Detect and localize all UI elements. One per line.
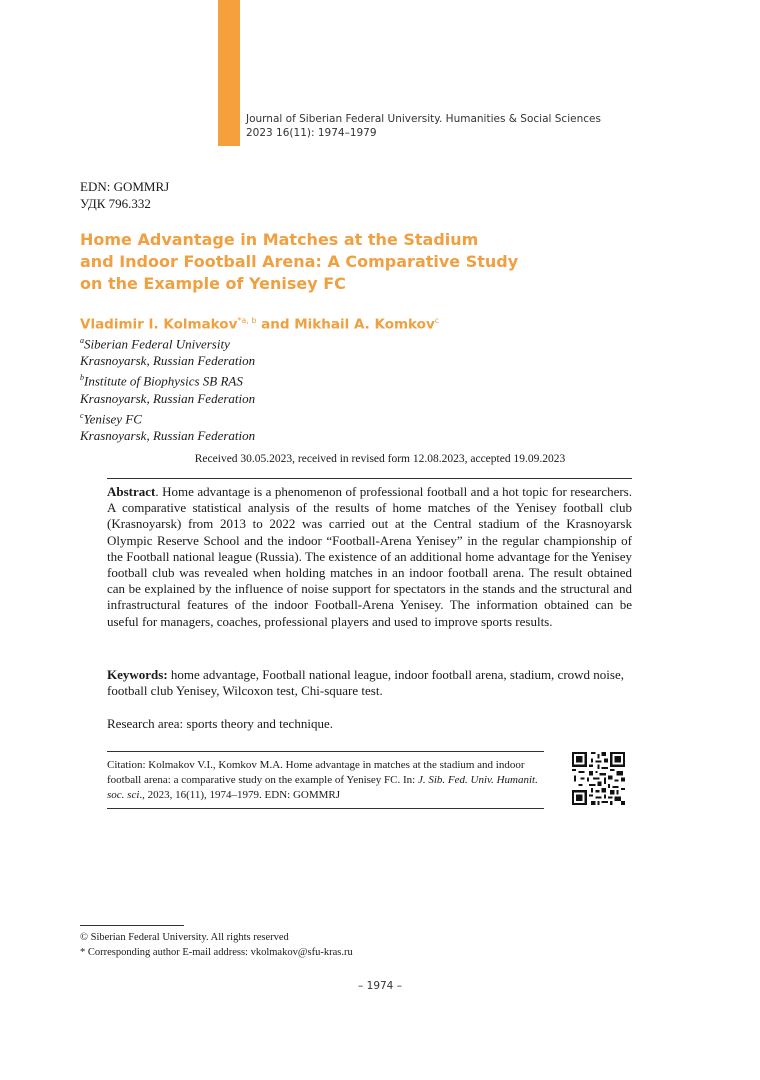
abstract-top-rule xyxy=(107,478,632,479)
affiliation-name: $^b$Institute of Biophysics SB RAS xyxy=(80,373,243,389)
affiliation-mark: c xyxy=(80,410,84,420)
author-2-marks: c xyxy=(434,316,440,325)
journal-issue: 2023 16(11): 1974–1979 xyxy=(246,127,377,139)
affiliations xyxy=(80,332,255,444)
affiliation-mark: b xyxy=(80,373,84,383)
author-connector: and xyxy=(256,316,295,333)
citation-journal: J. Sib. Fed. Univ. Humanit. soc. sci xyxy=(107,774,538,801)
received-dates: Received 30.05.2023, received in revised form 12.08.2023, accepted 19.09.2023 xyxy=(194,453,566,465)
page-number: – 1974 – xyxy=(358,980,402,992)
identifiers xyxy=(80,178,169,212)
affiliation-name: $^c$Yenisey FC xyxy=(80,410,142,426)
title-line-2: and Indoor Football Arena: A Comparative Study xyxy=(80,252,519,271)
abstract-label: Abstract xyxy=(107,484,156,499)
title-line-3: on the Example of Yenisey FC xyxy=(80,274,346,293)
corresponding-author-note: * Corresponding author E-mail address: vkolmakov@sfu-kras.ru xyxy=(80,947,353,958)
copyright-note: © Siberian Federal University. All rights reserved xyxy=(80,932,289,943)
affiliation-mark: a xyxy=(80,336,84,345)
author-2: Mikhail A. Komkov xyxy=(294,316,435,333)
abstract-text: . Home advantage is a phenomenon of professional football and a hot topic for researchers. A comparative statistical analysis of the results of home matches of the Yenisey football club (Krasnoyarsk) from 2013 to 2022 was carried out at the Central stadium of the Krasnoyarsk Olympic Reserve School and the indoor “Football-Arena Yenisey” in the regular championship of the Football national league (Russia). The existence of an additional home advantage for the Yenisey football club was revealed when holding matches in an indoor football arena. The result obtained can be explained by the influence of noise support for spectators in the stands and the structural and infrastructural features of the indoor Football-Arena Yenisey. The information obtained can be useful for managers, coaches, professional players and used to improve sports results. xyxy=(107,484,632,629)
journal-name: Journal of Siberian Federal University. Humanities & Social Sciences xyxy=(246,113,601,125)
footnotes xyxy=(80,930,353,960)
affiliation-city: Krasnoyarsk, Russian Federation xyxy=(80,427,256,443)
citation-top-rule xyxy=(107,751,544,752)
affiliation-city: Krasnoyarsk, Russian Federation xyxy=(80,390,256,406)
citation: Citation: Kolmakov V.I., Komkov M.A. Home advantage in matches at the stadium and indoor football arena: a comparative study on the example of Yenisey FC. In: J. Sib. Fed. Univ. Humanit. soc. sci., 2023, 16(11), 1974–1979. EDN: GOMMRJ xyxy=(107,759,538,801)
research-area: Research area: sports theory and technique. xyxy=(107,716,333,731)
footnote-rule xyxy=(80,925,184,926)
author-1: Vladimir I. Kolmakov xyxy=(80,316,238,333)
title-line-1: Home Advantage in Matches at the Stadium xyxy=(80,230,479,249)
journal-header xyxy=(246,112,601,140)
header-accent-bar xyxy=(218,0,240,146)
citation-bottom-rule xyxy=(107,808,544,809)
abstract xyxy=(107,484,632,630)
author-line xyxy=(80,312,439,334)
keywords xyxy=(107,667,632,699)
affiliation-name: $^a$Siberian Federal University xyxy=(80,336,230,352)
keywords-label: Keywords: xyxy=(107,667,168,682)
paper-title xyxy=(80,229,600,295)
edn-code: EDN: GOMMRJ xyxy=(80,179,170,194)
keywords-text: home advantage, Football national league, indoor football arena, stadium, crowd noise, football club Yenisey, Wilcoxon test, Chi-square test. xyxy=(107,667,624,699)
affiliation-city: Krasnoyarsk, Russian Federation xyxy=(80,353,256,369)
author-1-marks: *a, b xyxy=(237,316,257,325)
qr-code-icon[interactable] xyxy=(572,752,625,805)
udk-code: УДК 796.332 xyxy=(80,196,151,211)
